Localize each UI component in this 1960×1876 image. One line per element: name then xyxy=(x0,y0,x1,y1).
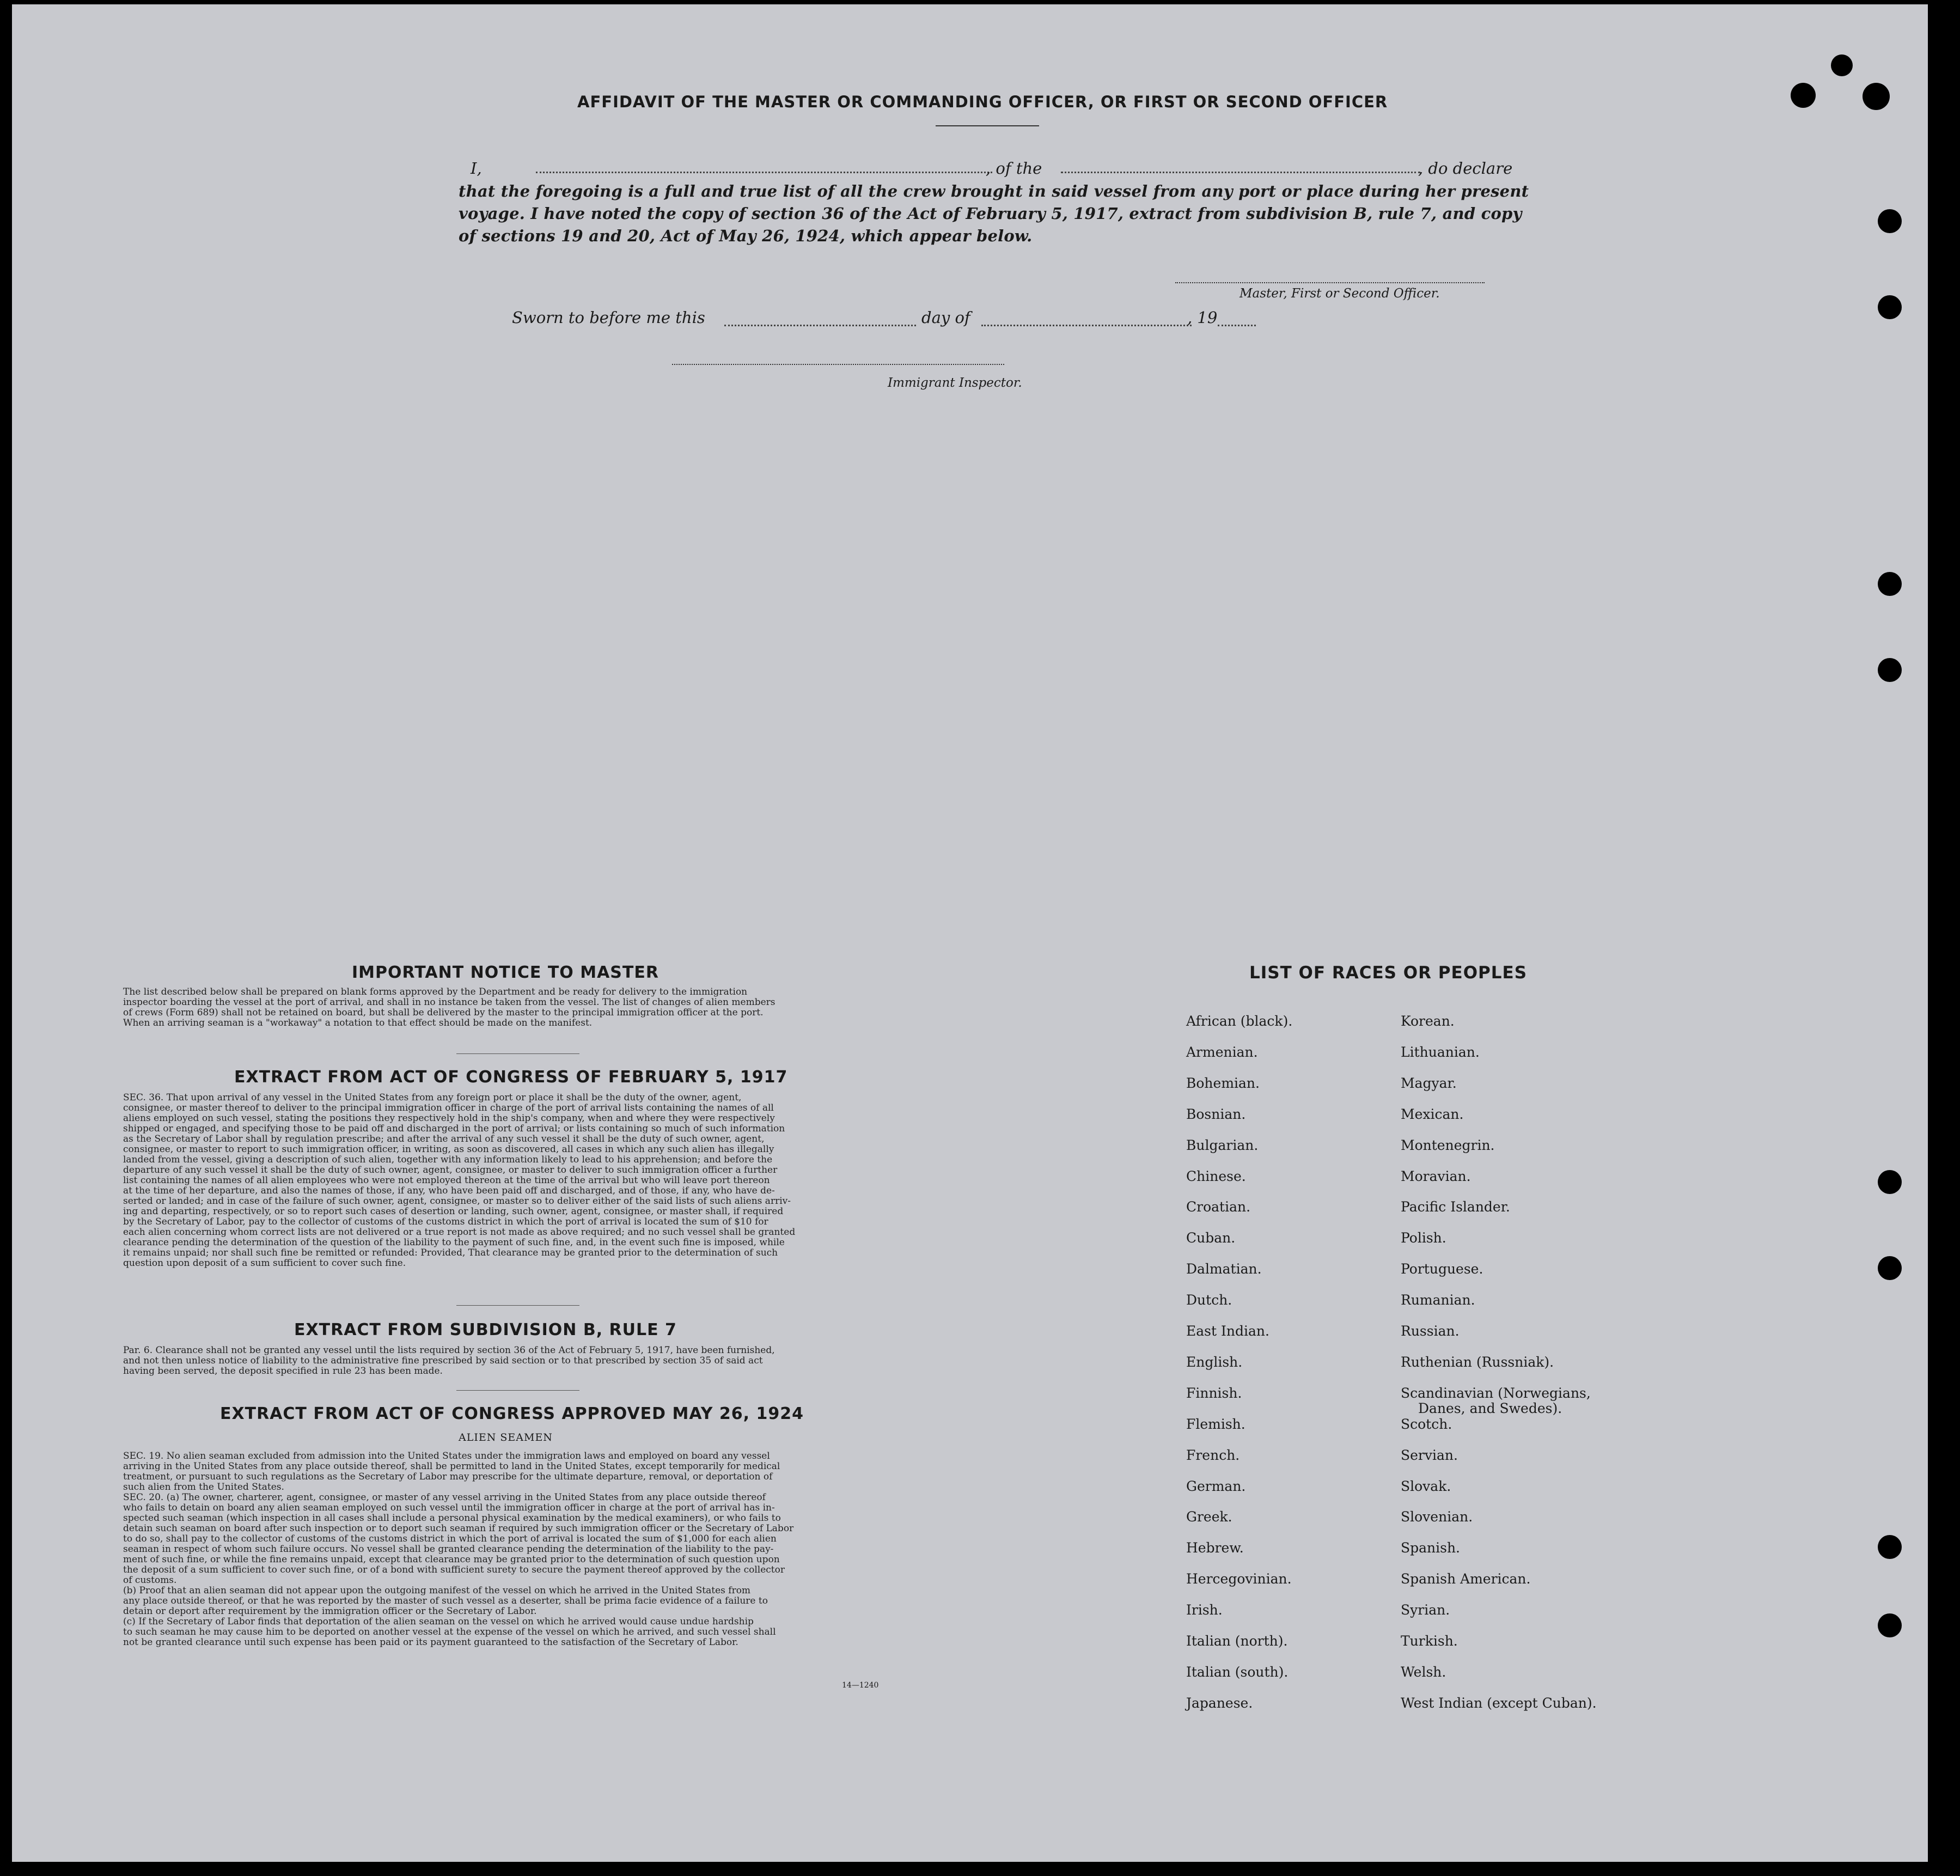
text-line: shipped or engaged, and specifying those to be paid off and discharged in the port of arrival; or lists containing so much of such information xyxy=(123,1123,785,1134)
notice-line: of crews (Form 689) shall not be retained on board, but shall be delivered by the master to the principal immigration officer at the port. xyxy=(123,1007,764,1018)
extract-1924-body xyxy=(123,1451,918,1648)
text-line: having been served, the deposit specified in rule 23 has been made. xyxy=(123,1366,443,1376)
race-item: Hercegovinian. xyxy=(1186,1571,1292,1587)
sworn-label: Sworn to before me this xyxy=(512,308,705,327)
race-item: Ruthenian (Russniak). xyxy=(1401,1354,1554,1370)
sworn-day-blank[interactable] xyxy=(724,325,916,326)
race-item: Dalmatian. xyxy=(1186,1261,1262,1277)
race-item: Welsh. xyxy=(1401,1664,1446,1680)
race-item: Slovak. xyxy=(1401,1478,1451,1494)
race-item: Syrian. xyxy=(1401,1602,1450,1618)
punch-hole xyxy=(1878,1613,1902,1637)
declaration-line: that the foregoing is a full and true list of all the crew brought in said vessel from any port or place during her present xyxy=(459,182,1529,200)
race-item: Spanish American. xyxy=(1401,1571,1531,1587)
extract-rule7-body xyxy=(123,1345,918,1376)
race-item: Scotch. xyxy=(1401,1416,1452,1432)
race-item: Servian. xyxy=(1401,1447,1458,1463)
race-item: Chinese. xyxy=(1186,1168,1246,1184)
punch-hole xyxy=(1831,54,1853,76)
text-line: at the time of her departure, and also the names of those, if any, who have been paid off and discharged, and of those, if any, who have de- xyxy=(123,1185,775,1196)
race-item: English. xyxy=(1186,1354,1243,1370)
affidavit-of-the-label: , of the xyxy=(986,159,1042,178)
text-line: each alien concerning whom correct lists are not delivered or a true report is not made as above required; and no such vessel shall be granted xyxy=(123,1227,796,1238)
race-item: Cuban. xyxy=(1186,1230,1236,1246)
text-line: Par. 6. Clearance shall not be granted any vessel until the lists required by section 36 of the Act of February 5, 1917, have been furnished, xyxy=(123,1345,775,1356)
text-line: (c) If the Secretary of Labor finds that deportation of the alien seaman on the vessel on which he arrived would cause undue hardship xyxy=(123,1616,754,1627)
race-item: Slovenian. xyxy=(1401,1509,1473,1525)
text-line: departure of any such vessel it shall be the duty of such owner, agent, consignee, or master to deliver to such immigration officer a further xyxy=(123,1165,778,1175)
inspector-signature-line[interactable] xyxy=(672,364,1004,365)
punch-hole xyxy=(1878,295,1902,319)
race-item: Moravian. xyxy=(1401,1168,1471,1184)
race-item: Croatian. xyxy=(1186,1199,1251,1215)
race-item: French. xyxy=(1186,1447,1240,1463)
race-item: Turkish. xyxy=(1401,1633,1458,1649)
text-line: treatment, or pursuant to such regulations as the Secretary of Labor may prescribe for the ultimate departure, removal, or deportation of xyxy=(123,1471,773,1482)
punch-hole xyxy=(1878,1170,1902,1194)
divider xyxy=(456,1305,579,1306)
vessel-blank[interactable] xyxy=(1061,172,1420,173)
text-line: aliens employed on such vessel, stating the positions they respectively hold in the ship's company, when and where they were respectively xyxy=(123,1113,775,1124)
race-item: Bohemian. xyxy=(1186,1075,1260,1091)
text-line: by the Secretary of Labor, pay to the collector of customs of the customs district in which the port of arrival is located the sum of $10 for xyxy=(123,1216,768,1227)
race-item: Italian (south). xyxy=(1186,1664,1289,1680)
text-line: landed from the vessel, giving a description of such alien, together with any information likely to lead to his apprehension; and before the xyxy=(123,1154,773,1165)
affidavit-title: AFFIDAVIT OF THE MASTER OR COMMANDING OFFICER, OR FIRST OR SECOND OFFICER xyxy=(577,93,1388,111)
race-item: Montenegrin. xyxy=(1401,1137,1495,1153)
sworn-year-blank[interactable] xyxy=(1218,325,1256,326)
notice-title: IMPORTANT NOTICE TO MASTER xyxy=(352,963,659,982)
text-line: ing and departing, respectively, or so to report such cases of desertion or landing, such owner, agent, consignee, or master shall, if required xyxy=(123,1206,784,1217)
race-item: Rumanian. xyxy=(1401,1292,1475,1308)
race-item: West Indian (except Cuban). xyxy=(1401,1695,1597,1711)
punch-hole xyxy=(1878,1535,1902,1559)
divider xyxy=(456,1053,579,1054)
text-line: who fails to detain on board any alien seaman employed on such vessel until the immigration officer in charge at the port of arrival has in- xyxy=(123,1502,775,1513)
text-line: and not then unless notice of liability to the administrative fine prescribed by said section or to that prescribed by section 35 of said act xyxy=(123,1355,763,1366)
affidavit-do-declare-label: , do declare xyxy=(1418,159,1513,178)
race-item: African (black). xyxy=(1186,1013,1293,1029)
notice-body xyxy=(123,987,918,1028)
text-line: of customs. xyxy=(123,1575,177,1586)
race-item: Scandinavian (Norwegians, xyxy=(1401,1385,1591,1401)
text-line: clearance pending the determination of the question of the liability to the payment of such fine, and, in the event such fine is imposed, while xyxy=(123,1237,785,1248)
affidavit-i-label: I, xyxy=(471,159,482,178)
extract-1924-subtitle: ALIEN SEAMEN xyxy=(459,1432,553,1443)
declaration-line: voyage. I have noted the copy of section 36 of the Act of February 5, 1917, extract from subdivision B, rule 7, and copy xyxy=(459,204,1522,223)
race-item: Mexican. xyxy=(1401,1106,1464,1122)
text-line: seaman in respect of whom such failure occurs. No vessel shall be granted clearance pending the determination of the liability to the pay- xyxy=(123,1544,774,1555)
inspector-label: Immigrant Inspector. xyxy=(888,376,1022,390)
punch-hole xyxy=(1878,658,1902,682)
text-line: SEC. 20. (a) The owner, charterer, agent, consignee, or master of any vessel arriving in the United States from any place outside thereof xyxy=(123,1492,766,1503)
title-underline xyxy=(936,125,1039,126)
extract-1917-body xyxy=(123,1093,918,1269)
race-item: Greek. xyxy=(1186,1509,1232,1525)
race-item: Bosnian. xyxy=(1186,1106,1246,1122)
text-line: serted or landed; and in case of the failure of such owner, agent, consignee, or master so to deliver either of the said lists of such aliens arriv- xyxy=(123,1196,791,1207)
race-item: Italian (north). xyxy=(1186,1633,1288,1649)
race-item: Irish. xyxy=(1186,1602,1223,1618)
declaration-line: of sections 19 and 20, Act of May 26, 1924, which appear below. xyxy=(459,227,1033,245)
race-item: Portuguese. xyxy=(1401,1261,1483,1277)
race-item: East Indian. xyxy=(1186,1323,1269,1339)
text-line: SEC. 19. No alien seaman excluded from admission into the United States under the immigration laws and employed on board any vessel xyxy=(123,1451,770,1461)
text-line: not be granted clearance until such expense has been paid or its payment guaranteed to the satisfaction of the Secretary of Labor. xyxy=(123,1637,738,1648)
text-line: detain such seaman on board after such inspection or to deport such seaman if required by such immigration officer or the Secretary of Labor xyxy=(123,1523,794,1534)
extract-1924-title: EXTRACT FROM ACT OF CONGRESS APPROVED MAY 26, 1924 xyxy=(220,1404,804,1423)
text-line: to do so, shall pay to the collector of customs of the customs district in which the port of arrival is located the sum of $1,000 for each alien xyxy=(123,1533,777,1544)
master-signature-line[interactable] xyxy=(1175,282,1485,283)
punch-hole xyxy=(1791,83,1816,108)
race-item-continuation: Danes, and Swedes). xyxy=(1418,1400,1562,1416)
text-line: spected such seaman (which inspection in all cases shall include a personal physical examination by the medical examiners), or who fails to xyxy=(123,1513,781,1524)
races-title: LIST OF RACES OR PEOPLES xyxy=(1249,963,1528,983)
race-item: Dutch. xyxy=(1186,1292,1232,1308)
race-item: Lithuanian. xyxy=(1401,1044,1480,1060)
form-number: 14—1240 xyxy=(842,1681,879,1690)
race-item: Hebrew. xyxy=(1186,1540,1244,1556)
race-item: Spanish. xyxy=(1401,1540,1461,1556)
text-line: SEC. 36. That upon arrival of any vessel in the United States from any foreign port or place it shall be the duty of the owner, agent, xyxy=(123,1092,742,1103)
extract-1917-title: EXTRACT FROM ACT OF CONGRESS OF FEBRUARY 5, 1917 xyxy=(234,1068,788,1087)
text-line: to such seaman he may cause him to be deported on another vessel at the expense of the vessel on which he arrived, and such vessel shall xyxy=(123,1627,776,1637)
master-signature-label: Master, First or Second Officer. xyxy=(1239,287,1440,301)
text-line: (b) Proof that an alien seaman did not appear upon the outgoing manifest of the vessel on which he arrived in the United States from xyxy=(123,1585,751,1596)
race-item: Pacific Islander. xyxy=(1401,1199,1510,1215)
text-line: arriving in the United States from any place outside thereof, shall be permitted to land in the United States, except temporarily for medical xyxy=(123,1461,780,1472)
text-line: it remains unpaid; nor shall such fine be remitted or refunded: Provided, That clearance may be granted prior to the determination of such xyxy=(123,1247,778,1258)
text-line: such alien from the United States. xyxy=(123,1482,284,1493)
punch-hole xyxy=(1863,83,1890,110)
race-item: Finnish. xyxy=(1186,1385,1242,1401)
race-item: Korean. xyxy=(1401,1013,1455,1029)
text-line: as the Secretary of Labor shall by regulation prescribe; and after the arrival of any such vessel it shall be the duty of such owner, agent, xyxy=(123,1134,765,1144)
text-line: the deposit of a sum sufficient to cover such fine, or of a bond with sufficient surety to secure the payment thereof approved by the collector xyxy=(123,1564,785,1575)
notice-line: inspector boarding the vessel at the port of arrival, and shall in no instance be taken from the vessel. The list of changes of alien members xyxy=(123,997,776,1008)
race-item: Bulgarian. xyxy=(1186,1137,1259,1153)
text-line: ment of such fine, or while the fine remains unpaid, except that clearance may be granted prior to the determination of such question upon xyxy=(123,1554,780,1565)
punch-hole xyxy=(1878,209,1902,233)
extract-rule7-title: EXTRACT FROM SUBDIVISION B, RULE 7 xyxy=(294,1320,677,1339)
punch-hole xyxy=(1878,1256,1902,1280)
punch-hole xyxy=(1878,572,1902,596)
year-label: , 19 xyxy=(1187,308,1218,327)
race-item: German. xyxy=(1186,1478,1246,1494)
race-item: Polish. xyxy=(1401,1230,1446,1246)
notice-line: The list described below shall be prepared on blank forms approved by the Department and be ready for delivery to the immigration xyxy=(123,986,748,997)
race-item: Flemish. xyxy=(1186,1416,1245,1432)
name-blank[interactable] xyxy=(536,172,992,173)
text-line: consignee, or master to report to such immigration officer, in writing, as soon as discovered, all cases in which any such alien has illegally xyxy=(123,1144,774,1155)
divider xyxy=(456,1390,579,1391)
text-line: any place outside thereof, or that he was reported by the master of such vessel as a deserter, shall be prima facie evidence of a failure to xyxy=(123,1595,768,1606)
text-line: detain or deport after requirement by the immigration officer or the Secretary of Labor. xyxy=(123,1606,537,1617)
day-of-label: day of xyxy=(921,308,970,327)
race-item: Japanese. xyxy=(1186,1695,1253,1711)
text-line: question upon deposit of a sum sufficient to cover such fine. xyxy=(123,1258,406,1269)
race-item: Russian. xyxy=(1401,1323,1460,1339)
race-item: Armenian. xyxy=(1186,1044,1258,1060)
race-item: Magyar. xyxy=(1401,1075,1457,1091)
sworn-month-blank[interactable] xyxy=(981,325,1192,326)
notice-line: When an arriving seaman is a "workaway" a notation to that effect should be made on the manifest. xyxy=(123,1018,593,1028)
text-line: consignee, or master thereof to deliver to the principal immigration officer in charge of the port of arrival lists containing the names of all xyxy=(123,1103,774,1113)
text-line: list containing the names of all alien employees who were not employed thereon at the time of the arrival but who will leave port thereon xyxy=(123,1175,770,1186)
